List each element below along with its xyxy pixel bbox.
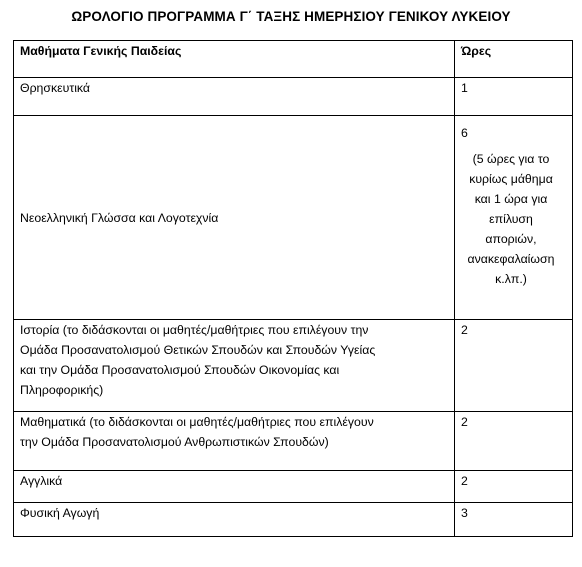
page-title: ΩΡΟΛΟΓΙΟ ΠΡΟΓΡΑΜΜΑ Γ΄ ΤΑΞΗΣ ΗΜΕΡΗΣΙΟΥ ΓΕΝΙΚΟΥ ΛΥΚΕΙΟΥ [71,9,511,24]
subject-line: Μαθηματικά (το διδάσκονται οι μαθητές/μαθήτριες που επιλέγουν [20,415,374,429]
subject-cell [14,412,455,471]
note-line: αποριών, [485,232,537,246]
table-row [14,320,573,412]
table-row [14,412,573,471]
hours-cell: 2 [455,320,573,412]
hours-value: 6 [461,126,468,140]
table-header-row [14,41,573,78]
note-line: (5 ώρες για το [472,152,550,166]
subject-line: και την Ομάδα Προσανατολισμού Σπουδών Οικονομίας και [20,363,340,377]
column-header-hours: Ώρες [455,41,573,78]
note-line: επίλυση [489,212,533,226]
subject-cell [14,320,455,412]
subject-line: την Ομάδα Προσανατολισμού Ανθρωπιστικών Σπουδών) [20,435,329,449]
table-row [14,503,573,537]
note-line: και 1 ώρα για [474,192,548,206]
hours-cell: 3 [455,503,573,537]
note-line: κυρίως μάθημα [469,172,553,186]
note-line: κ.λπ.) [495,272,527,286]
hours-cell: 1 [455,78,573,116]
hours-cell: 2 [455,471,573,503]
subject-cell: Φυσική Αγωγή [14,503,455,537]
subject-line: Ιστορία (το διδάσκονται οι μαθητές/μαθήτριες που επιλέγουν την [20,323,369,337]
table-row [14,116,573,320]
table-row [14,471,573,503]
schedule-table [13,40,573,537]
hours-cell: 2 [455,412,573,471]
hours-cell [455,116,573,320]
hours-note [461,149,561,289]
subject-cell: Θρησκευτικά [14,78,455,116]
subject-line: Ομάδα Προσανατολισμού Θετικών Σπουδών και Σπουδών Υγείας [20,343,376,357]
subject-cell: Νεοελληνική Γλώσσα και Λογοτεχνία [14,116,455,320]
column-header-subjects: Μαθήματα Γενικής Παιδείας [14,41,455,78]
subject-cell: Αγγλικά [14,471,455,503]
note-line: ανακεφαλαίωση [467,252,555,266]
table-row [14,78,573,116]
subject-line: Πληροφορικής) [20,383,104,397]
